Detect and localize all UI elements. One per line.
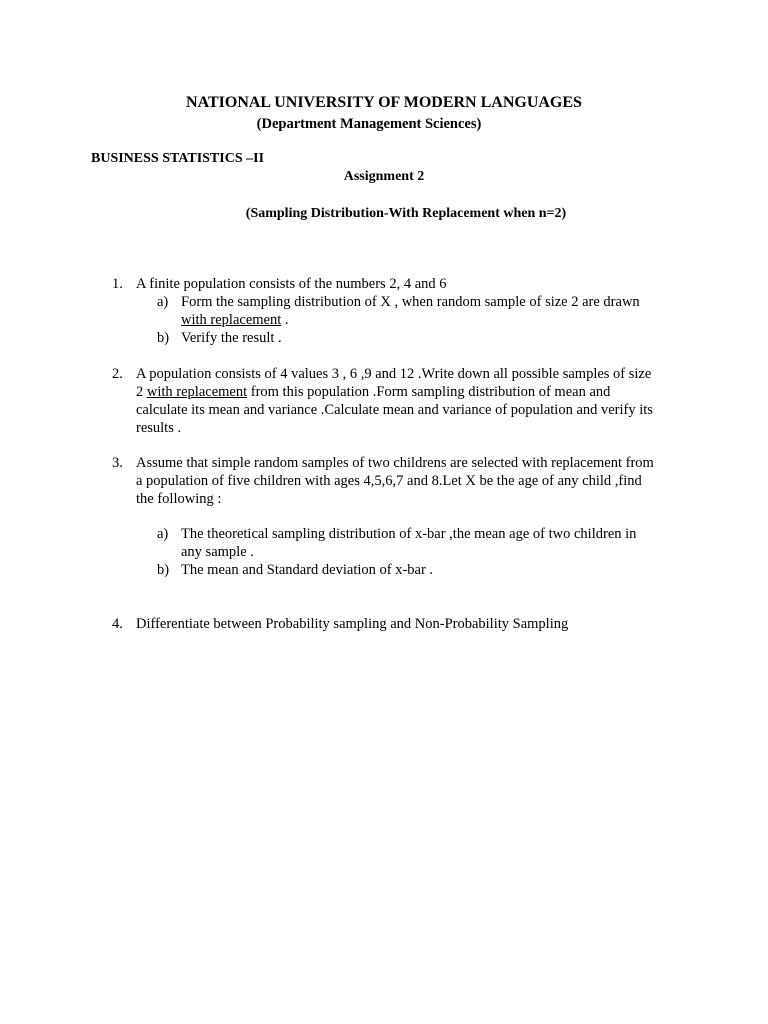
department-subtitle: (Department Management Sciences) [256,116,482,132]
part-label: a) [157,526,169,542]
line-suffix: from this population .Form sampling distribution of mean and [247,384,611,400]
part-text: Verify the result . [181,330,282,346]
line-prefix: 2 [136,384,147,400]
part-text [181,525,681,561]
question-line: A population consists of 4 values 3 , 6 ,9 and 12 .Write down all possible samples of size [136,366,652,382]
question-line: calculate its mean and variance .Calculate mean and variance of population and verify its [136,402,653,418]
question-line: a population of five children with ages 4,5,6,7 and 8.Let X be the age of any child ,find [136,473,642,489]
question-line: results . [136,420,182,436]
part-label: b) [157,330,170,346]
assignment-title: Assignment 2 [343,169,425,184]
course-name: BUSINESS STATISTICS –II [91,151,265,166]
question-number: 4. [112,616,123,632]
question-number: 1. [112,276,123,292]
part-line-rest: . [281,312,289,328]
university-title: NATIONAL UNIVERSITY OF MODERN LANGUAGES [186,94,582,111]
question-text: Differentiate between Probability sampling and Non-Probability Sampling [136,616,569,632]
part-text [181,293,681,329]
part-line: any sample . [181,544,254,560]
question-text [136,454,681,508]
underlined-phrase: with replacement [146,384,248,400]
question-line [136,383,681,401]
question-line: the following : [136,491,222,507]
question-number: 3. [112,455,123,471]
part-line: Form the sampling distribution of X , when random sample of size 2 are drawn [181,294,640,310]
underlined-phrase: with replacement [181,312,282,328]
question-text [136,365,681,437]
part-line [181,311,681,329]
question-number: 2. [112,366,123,382]
question-line: Assume that simple random samples of two childrens are selected with replacement from [136,455,654,471]
part-label: b) [157,562,170,578]
part-line: The theoretical sampling distribution of x-bar ,the mean age of two children in [181,526,637,542]
question-text: A finite population consists of the numbers 2, 4 and 6 [136,276,447,292]
part-label: a) [157,294,169,310]
assignment-subtitle: (Sampling Distribution-With Replacement when n=2) [245,206,567,221]
part-text: The mean and Standard deviation of x-bar . [181,562,434,578]
